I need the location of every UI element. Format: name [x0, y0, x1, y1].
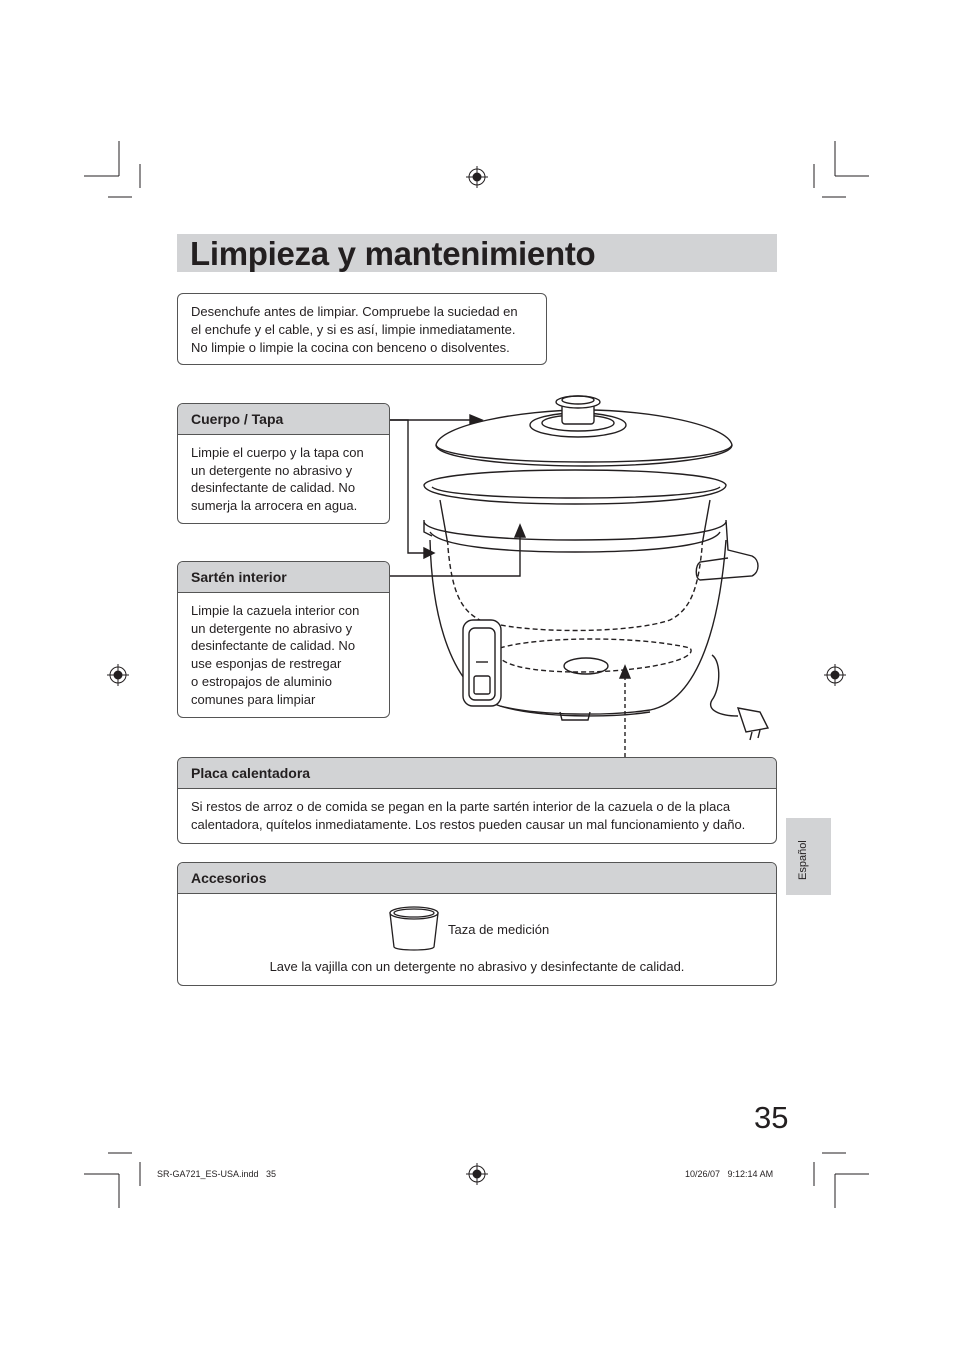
rice-cooker-illustration [380, 385, 790, 760]
section-header [178, 863, 776, 894]
heating-plate-heading: Placa calentadora [191, 765, 311, 781]
registration-mark-right [824, 664, 846, 686]
title-bar [177, 234, 777, 272]
accessories-text: Lave la vajilla con un detergente no abrasivo y desinfectante de calidad. [269, 959, 685, 974]
measuring-cup-icon [388, 905, 440, 953]
page-number: 35 [754, 1100, 789, 1135]
registration-mark-bottom [466, 1163, 488, 1185]
registration-mark-top [466, 166, 488, 188]
body-lid-heading: Cuerpo / Tapa [191, 411, 284, 427]
inner-pan-text: Limpie la cazuela interior con un detergente no abrasivo y desinfectante de calidad. No use esponjas de restregar o estropajos de aluminio comunes para limpiar [191, 603, 360, 707]
warning-box [177, 293, 547, 365]
section-header [178, 404, 389, 435]
warning-text: Desenchufe antes de limpiar. Compruebe la suciedad en el enchufe y el cable, y si es así, limpie inmediatamente. No limpie o limpie la cocina con benceno o disolventes. [191, 304, 518, 355]
accessories-heading: Accesorios [191, 870, 267, 886]
accessories-section [177, 862, 777, 986]
section-header [178, 562, 389, 593]
body-lid-section [177, 403, 390, 524]
registration-mark-left [107, 664, 129, 686]
body-lid-text: Limpie el cuerpo y la tapa con un detergente no abrasivo y desinfectante de calidad. No sumerja la arrocera en agua. [191, 445, 364, 514]
language-label: Español [797, 840, 809, 880]
footer-file: SR-GA721_ES-USA.indd 35 [157, 1169, 277, 1179]
language-tab [786, 818, 831, 895]
heating-plate-section [177, 757, 777, 844]
page-title: Limpieza y mantenimiento [190, 235, 596, 272]
footer-timestamp: 10/26/07 9:12:14 AM [685, 1169, 774, 1179]
inner-pan-section [177, 561, 390, 718]
heating-plate-text: Si restos de arroz o de comida se pegan en la parte sartén interior de la cazuela o de la placa calentadora, quítelos inmediatamente. Los restos pueden causar un mal funcionamiento y daño. [191, 799, 746, 832]
inner-pan-heading: Sartén interior [191, 569, 287, 585]
cup-label: Taza de medición [448, 922, 550, 937]
section-header [178, 758, 776, 789]
